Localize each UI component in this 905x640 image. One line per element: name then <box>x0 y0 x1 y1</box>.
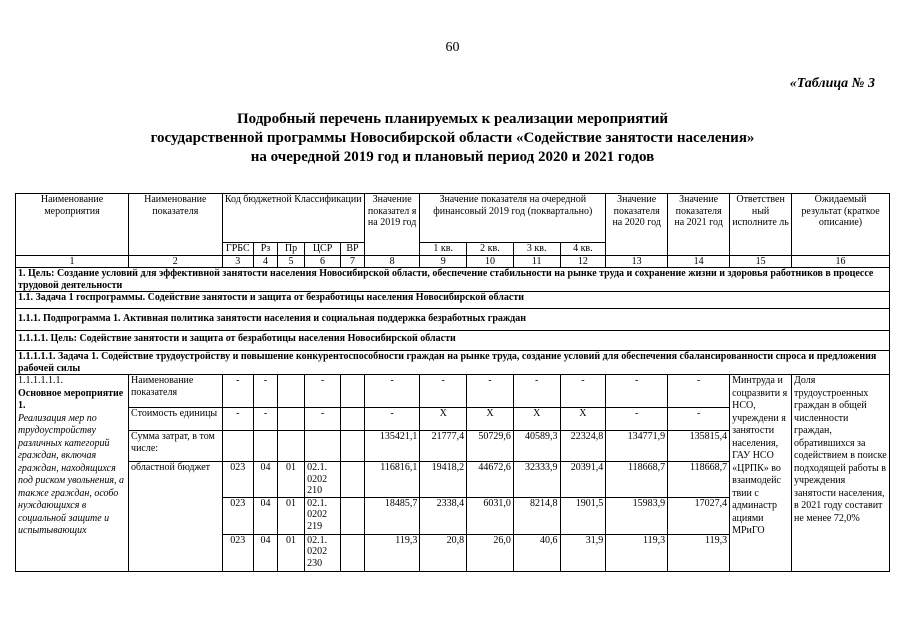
value-2020-cell: 134771,9 <box>606 431 668 462</box>
value-2021-cell: 118668,7 <box>668 462 730 498</box>
q4-cell: 20391,4 <box>560 462 606 498</box>
vr-cell <box>340 497 364 534</box>
header-row-1 <box>16 194 890 243</box>
header-indicator-name: Наименование показателя <box>129 194 222 256</box>
indicator-cell: Сумма затрат, в том числе: <box>129 431 222 462</box>
col-number: 1 <box>16 255 129 268</box>
col-number: 7 <box>340 255 364 268</box>
q4-cell: - <box>560 375 606 408</box>
q3-cell: - <box>513 375 560 408</box>
vr-cell <box>340 534 364 571</box>
section-subgoal: 1.1.1.1. Цель: Содействие занятости и защита от безработицы населения Новосибирской области <box>16 331 890 351</box>
event-cell <box>16 375 129 572</box>
value-2021-cell: 135815,4 <box>668 431 730 462</box>
header-csr: ЦСР <box>305 243 341 256</box>
col-number: 6 <box>305 255 341 268</box>
value-2021-cell: - <box>668 375 730 408</box>
value-2019-cell: 119,3 <box>364 534 419 571</box>
section-subprogram-row <box>16 309 890 331</box>
header-vr: ВР <box>340 243 364 256</box>
value-2020-cell: 118668,7 <box>606 462 668 498</box>
col-number: 12 <box>560 255 606 268</box>
q2-cell: 6031,0 <box>467 497 514 534</box>
table-row <box>16 375 890 408</box>
rz-cell: 04 <box>254 497 278 534</box>
col-number: 8 <box>364 255 419 268</box>
col-number: 10 <box>467 255 514 268</box>
value-2020-cell: 15983,9 <box>606 497 668 534</box>
events-table <box>15 193 890 572</box>
rz-cell: - <box>254 408 278 431</box>
value-2020-cell: - <box>606 375 668 408</box>
title-line-3: на очередной 2019 год и плановый период 2020 и 2021 годов <box>250 149 655 165</box>
q3-cell: 40,6 <box>513 534 560 571</box>
value-2019-cell: 116816,1 <box>364 462 419 498</box>
header-expected-result: Ожидаемый результат (краткое описание) <box>792 194 890 256</box>
q4-cell: Х <box>560 408 606 431</box>
pr-cell <box>277 408 304 431</box>
col-number: 2 <box>129 255 222 268</box>
q4-cell: 31,9 <box>560 534 606 571</box>
pr-cell: 01 <box>277 534 304 571</box>
q3-cell: Х <box>513 408 560 431</box>
csr-cell: - <box>305 408 341 431</box>
document-title <box>0 110 905 167</box>
q3-cell: 40589,3 <box>513 431 560 462</box>
q4-cell: 1901,5 <box>560 497 606 534</box>
value-2019-cell: - <box>364 408 419 431</box>
pr-cell <box>277 375 304 408</box>
event-description: Реализация мер по трудоустройству различных категорий граждан, включая граждан, находящихся под риском увольнения, а также граждан, особо нуждающихся в социальной защите и испытывающих <box>18 412 124 536</box>
header-responsible: Ответствен ный исполните ль <box>730 194 792 256</box>
grbs-cell <box>222 431 254 462</box>
q2-cell: 26,0 <box>467 534 514 571</box>
expected-result-cell: Доля трудоустроенных граждан в общей численности граждан, обратившихся за содействием в поиске подходящей работы в учреждения занятости населения, в 2021 году составит не менее 72,0% <box>792 375 890 572</box>
section-subtask-row <box>16 351 890 375</box>
col-number: 11 <box>513 255 560 268</box>
rz-cell: 04 <box>254 462 278 498</box>
indicator-cell: областной бюджет <box>129 462 222 572</box>
grbs-cell: 023 <box>222 497 254 534</box>
csr-cell: 02.1. 0202 210 <box>305 462 341 498</box>
grbs-cell: 023 <box>222 462 254 498</box>
value-2020-cell: - <box>606 408 668 431</box>
col-number: 16 <box>792 255 890 268</box>
header-pr: Пр <box>277 243 304 256</box>
header-q4: 4 кв. <box>560 243 606 256</box>
vr-cell <box>340 462 364 498</box>
rz-cell: - <box>254 375 278 408</box>
header-value-2021: Значение показателя на 2021 год <box>668 194 730 256</box>
section-goal: 1. Цель: Создание условий для эффективной занятости населения Новосибирской области, обеспечение стабильности на рынке труда и сохранение жизни и здоровья работников в процессе трудовой деятельности <box>16 268 890 292</box>
pr-cell: 01 <box>277 462 304 498</box>
rz-cell: 04 <box>254 534 278 571</box>
vr-cell <box>340 375 364 408</box>
csr-cell: 02.1. 0202 219 <box>305 497 341 534</box>
col-number: 5 <box>277 255 304 268</box>
section-task: 1.1. Задача 1 госпрограммы. Содействие занятости и защита от безработицы населения Новосибирской области <box>16 292 890 309</box>
q1-cell: 20,8 <box>420 534 467 571</box>
value-2021-cell: 119,3 <box>668 534 730 571</box>
header-value-quarterly: Значение показателя на очередной финансовый 2019 год (поквартально) <box>420 194 606 243</box>
section-subtask: 1.1.1.1.1. Задача 1. Содействие трудоустройству и повышение конкурентоспособности граждан на рынке труда, создание условий для обеспечения сбалансированности спроса и предложения рабочей силы <box>16 351 890 375</box>
q2-cell: Х <box>467 408 514 431</box>
q4-cell: 22324,8 <box>560 431 606 462</box>
value-2019-cell: 135421,1 <box>364 431 419 462</box>
page-number: 60 <box>445 40 460 55</box>
header-budget-code: Код бюджетной Классификации <box>222 194 364 243</box>
value-2019-cell: - <box>364 375 419 408</box>
grbs-cell: - <box>222 408 254 431</box>
header-q3: 3 кв. <box>513 243 560 256</box>
header-event-name: Наименование мероприятия <box>16 194 129 256</box>
q3-cell: 32333,9 <box>513 462 560 498</box>
value-2019-cell: 18485,7 <box>364 497 419 534</box>
q1-cell: Х <box>420 408 467 431</box>
event-name: Основное мероприятие 1. <box>18 387 124 411</box>
title-line-2: государственной программы Новосибирской области «Содействие занятости населения» <box>150 130 755 146</box>
q2-cell: - <box>467 375 514 408</box>
value-2021-cell: 17027,4 <box>668 497 730 534</box>
indicator-cell: Стоимость единицы <box>129 408 222 431</box>
col-number: 14 <box>668 255 730 268</box>
table-label: «Таблица № 3 <box>789 76 875 91</box>
vr-cell <box>340 431 364 462</box>
section-subgoal-row <box>16 331 890 351</box>
event-number: 1.1.1.1.1.1. <box>18 375 63 386</box>
header-grbs: ГРБС <box>222 243 254 256</box>
value-2020-cell: 119,3 <box>606 534 668 571</box>
column-numbers-row <box>16 255 890 268</box>
csr-cell: 02.1. 0202 230 <box>305 534 341 571</box>
col-number: 9 <box>420 255 467 268</box>
q2-cell: 50729,6 <box>467 431 514 462</box>
col-number: 13 <box>606 255 668 268</box>
responsible-cell: Минтруда и соцразвити я НСО, учреждени я занятости населения, ГАУ НСО «ЦРПК» во взаимодейс твии с админастр ациями МРиГО <box>730 375 792 572</box>
rz-cell <box>254 431 278 462</box>
grbs-cell: - <box>222 375 254 408</box>
vr-cell <box>340 408 364 431</box>
q1-cell: - <box>420 375 467 408</box>
section-task-row <box>16 292 890 309</box>
section-subprogram: 1.1.1. Подпрограмма 1. Активная политика занятости населения и социальная поддержка безработных граждан <box>16 309 890 331</box>
header-q2: 2 кв. <box>467 243 514 256</box>
pr-cell: 01 <box>277 497 304 534</box>
col-number: 3 <box>222 255 254 268</box>
title-line-1: Подробный перечень планируемых к реализации мероприятий <box>236 111 669 127</box>
csr-cell <box>305 431 341 462</box>
q2-cell: 44672,6 <box>467 462 514 498</box>
grbs-cell: 023 <box>222 534 254 571</box>
header-q1: 1 кв. <box>420 243 467 256</box>
header-value-2019: Значение показател я на 2019 год <box>364 194 419 256</box>
header-value-2020: Значение показателя на 2020 год <box>606 194 668 256</box>
header-rz: Рз <box>254 243 278 256</box>
q1-cell: 19418,2 <box>420 462 467 498</box>
q1-cell: 21777,4 <box>420 431 467 462</box>
col-number: 15 <box>730 255 792 268</box>
pr-cell <box>277 431 304 462</box>
value-2021-cell: - <box>668 408 730 431</box>
q3-cell: 8214,8 <box>513 497 560 534</box>
section-goal-row <box>16 268 890 292</box>
col-number: 4 <box>254 255 278 268</box>
indicator-cell: Наименование показателя <box>129 375 222 408</box>
q1-cell: 2338,4 <box>420 497 467 534</box>
csr-cell: - <box>305 375 341 408</box>
